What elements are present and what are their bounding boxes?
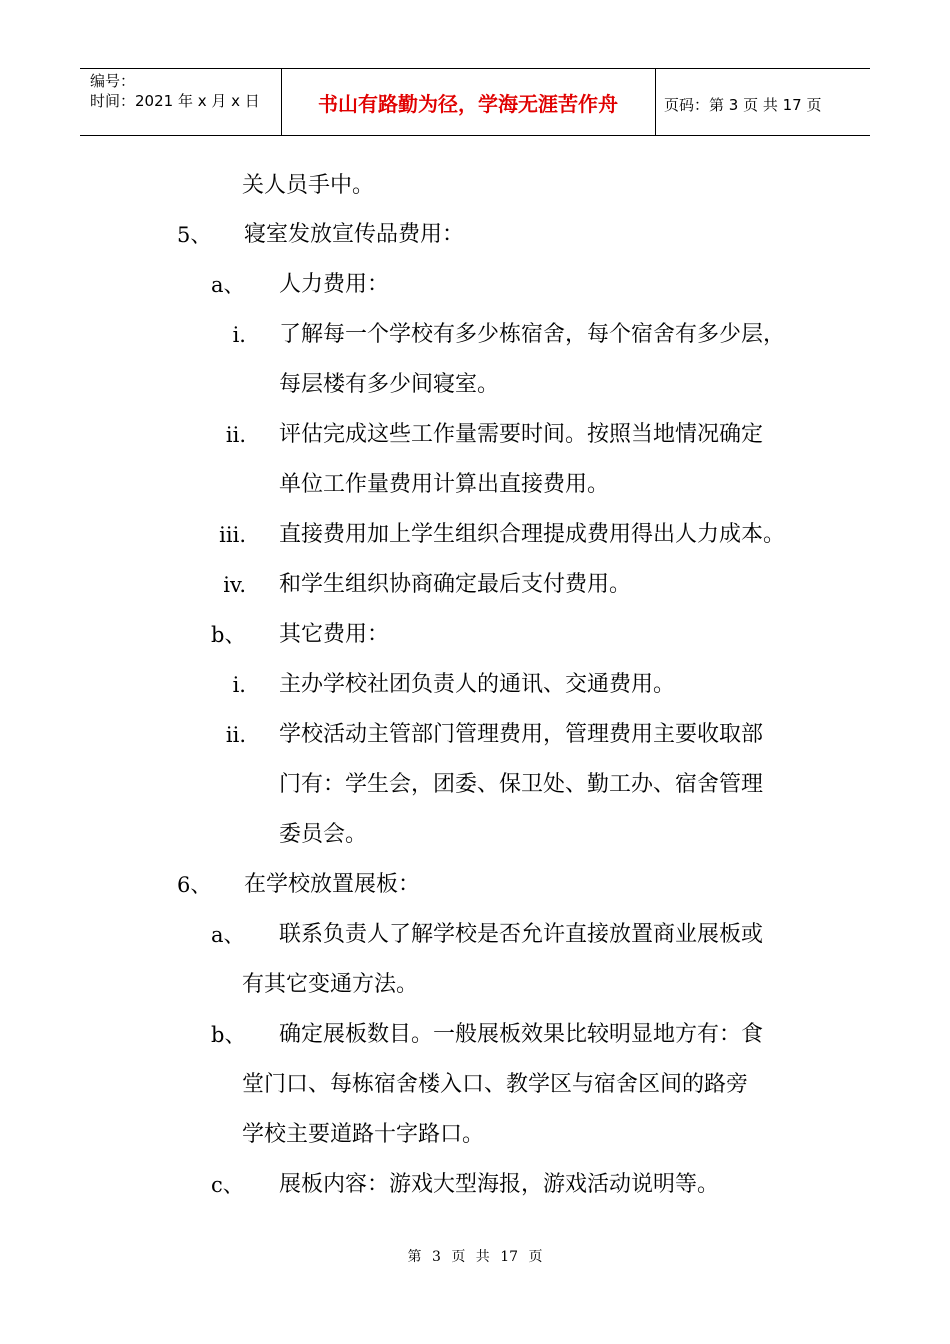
list-marker: i. (232, 673, 246, 697)
list-marker: c、 (211, 1173, 244, 1197)
list-marker: ii. (225, 423, 246, 447)
section-heading: 寝室发放宣传品费用： (244, 222, 465, 247)
list-marker: a、 (211, 273, 245, 297)
section-heading: 在学校放置展板： (244, 872, 421, 897)
body-line: 联系负责人了解学校是否允许直接放置商业展板或 (279, 922, 764, 947)
list-marker: i. (232, 323, 246, 347)
body-line: 直接费用加上学生组织合理提成费用得出人力成本。 (279, 522, 786, 547)
body-line: 单位工作量费用计算出直接费用。 (279, 472, 610, 497)
header-divider-right (655, 69, 656, 136)
header-time-label: 时间：2021 年 x 月 x 日 (90, 92, 260, 110)
body-line: 委员会。 (279, 822, 368, 847)
header-top-rule (80, 68, 870, 69)
list-marker: iv. (223, 573, 246, 597)
body-line: 有其它变通方法。 (242, 972, 419, 997)
page-footer (0, 1246, 950, 1266)
header-divider-left (281, 69, 282, 136)
body-line: 和学生组织协商确定最后支付费用。 (279, 572, 632, 597)
list-marker: b、 (211, 623, 246, 647)
list-marker: 6、 (177, 873, 212, 897)
footer-text: 共 (475, 1249, 490, 1265)
body-line: 了解每一个学校有多少栋宿舍，每个宿舍有多少层， (279, 322, 786, 347)
list-marker: b、 (211, 1023, 246, 1047)
footer-text: 页 (528, 1249, 543, 1265)
footer-text: 第 (407, 1249, 422, 1265)
body-line: 门有：学生会，团委、保卫处、勤工办、宿舍管理 (279, 772, 764, 797)
footer-page-total: 17 (500, 1249, 519, 1265)
header-motto: 书山有路勤为径，学海无涯苦作舟 (318, 92, 618, 116)
body-line: 评估完成这些工作量需要时间。按照当地情况确定 (279, 422, 764, 447)
body-line: 学校活动主管部门管理费用，管理费用主要收取部 (279, 722, 764, 747)
body-line: 展板内容：游戏大型海报，游戏活动说明等。 (279, 1172, 720, 1197)
body-line: 学校主要道路十字路口。 (242, 1122, 485, 1147)
header-page-label: 页码：第 3 页 共 17 页 (664, 96, 822, 114)
subsection-heading: 人力费用： (279, 272, 390, 297)
header-number-label: 编号： (90, 72, 136, 90)
body-line: 每层楼有多少间寝室。 (279, 372, 500, 397)
list-marker: 5、 (177, 223, 212, 247)
footer-page-number: 3 (431, 1249, 441, 1265)
header-bottom-rule (80, 135, 870, 136)
list-marker: iii. (219, 523, 246, 547)
subsection-heading: 其它费用： (279, 622, 390, 647)
list-marker: ii. (225, 723, 246, 747)
list-marker: a、 (211, 923, 245, 947)
body-line: 关人员手中。 (242, 173, 375, 198)
body-line: 确定展板数目。一般展板效果比较明显地方有：食 (279, 1022, 764, 1047)
footer-text: 页 (451, 1249, 466, 1265)
body-line: 主办学校社团负责人的通讯、交通费用。 (279, 672, 676, 697)
body-line: 堂门口、每栋宿舍楼入口、教学区与宿舍区间的路旁 (242, 1072, 749, 1097)
